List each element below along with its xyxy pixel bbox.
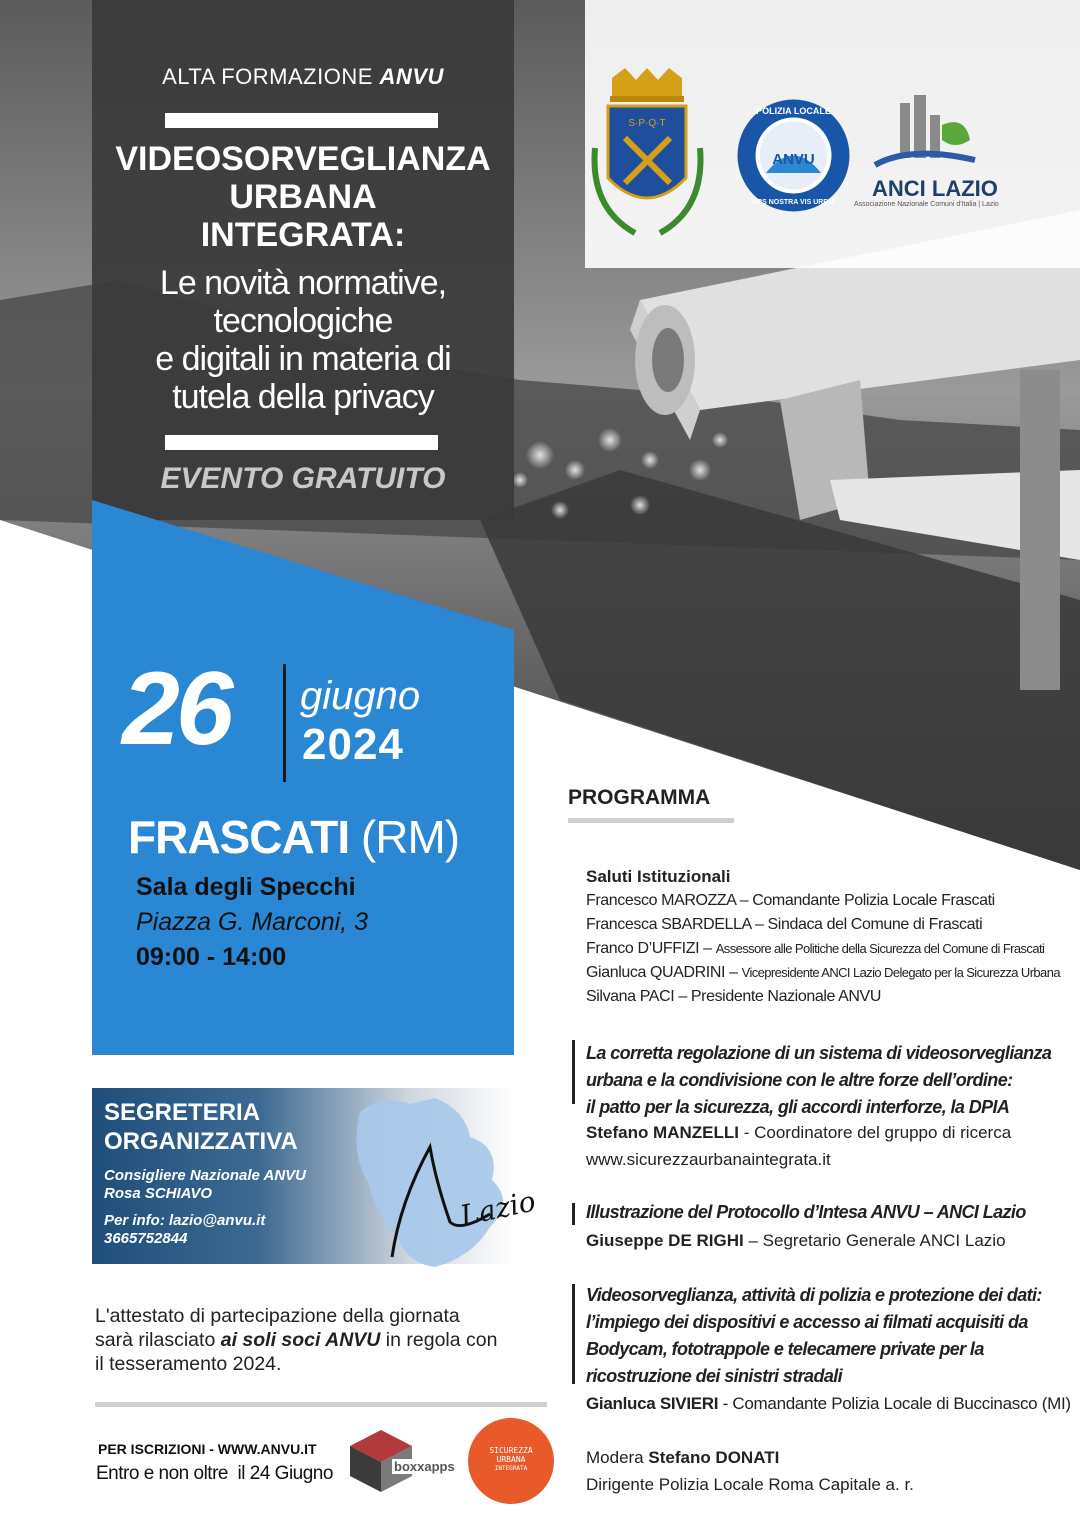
free-event-label: EVENTO GRATUITO — [160, 462, 446, 495]
anci-subtitle: Associazione Nazionale Comuni d'Italia | Lazio — [854, 201, 999, 208]
main-title: VIDEOSORVEGLIANZA URBANA INTEGRATA: — [115, 140, 491, 254]
event-time: 09:00 - 14:00 — [136, 943, 287, 971]
program-heading: PROGRAMMA — [568, 786, 711, 809]
boxxapps-logo: boxxapps — [394, 1459, 455, 1474]
sicurezza-urbana-badge: SICUREZZA URBANA INTEGRATA — [468, 1418, 554, 1504]
talk1-speaker: Stefano MANZELLI - Coordinatore del gruppo di ricerca — [586, 1123, 1012, 1142]
greeting-row: Francesco MAROZZA – Comandante Polizia Locale Frascati — [586, 892, 995, 909]
event-location: FRASCATI (RM) — [128, 811, 460, 863]
event-month: giugno — [300, 674, 421, 718]
lazio-map — [340, 1092, 530, 1272]
svg-text:ANVU: ANVU — [772, 151, 815, 168]
talk1-url[interactable]: www.sicurezzaurbanaintegrata.it — [586, 1150, 831, 1169]
registration-label[interactable]: PER ISCRIZIONI - WWW.ANVU.IT — [98, 1441, 317, 1457]
greetings-title: Saluti Istituzionali — [586, 867, 731, 886]
svg-text:ARS NOSTRA VIS URBIS: ARS NOSTRA VIS URBIS — [752, 199, 835, 206]
greeting-row: Franco D’UFFIZI – Assessore alle Politiche della Sicurezza del Comune di Frascati — [586, 940, 1045, 957]
frascati-crest-logo — [590, 68, 705, 250]
greeting-row: Gianluca QUADRINI – Vicepresidente ANCI Lazio Delegato per la Sicurezza Urbana — [586, 964, 1060, 981]
talk3-title: Videosorveglianza, attività di polizia e protezione dei dati: l’impiego dei dispositivi e accesso ai filmati acquisiti da Bodycam, fototrappole e telecamere private per la ricostruzione dei sinistri stradali — [586, 1285, 1042, 1386]
event-venue: Sala degli Specchi — [136, 873, 356, 901]
registration-deadline: Entro e non oltre il 24 Giugno — [96, 1463, 333, 1484]
event-day: 26 — [122, 651, 230, 767]
talk3-marker — [572, 1284, 575, 1384]
title-divider-top — [165, 113, 438, 128]
title-divider-bottom — [165, 435, 438, 450]
talk2-title: Illustrazione del Protocollo d’Intesa ANVU – ANCI Lazio — [586, 1202, 1026, 1222]
event-year: 2024 — [302, 720, 404, 769]
talk2-speaker: Giuseppe DE RIGHI – Segretario Generale ANCI Lazio — [586, 1231, 1006, 1250]
talk1-title: La corretta regolazione di un sistema di videosorveglianza urbana e la condivisione con le altre forze dell’ordine: il patto per la sicurezza, gli accordi interforze, la DPIA — [586, 1043, 1052, 1117]
anci-title: ANCI LAZIO — [872, 176, 998, 201]
secretariat-info: Per info: lazio@anvu.it 3665752844 — [104, 1212, 266, 1247]
crest-text: S·P·Q·T — [628, 118, 666, 129]
lazio-signature: Lazio — [457, 1184, 539, 1233]
greeting-row: Francesca SBARDELLA – Sindaca del Comune di Frascati — [586, 916, 983, 933]
talk3-speaker: Gianluca SIVIERI - Comandante Polizia Locale di Buccinasco (MI) — [586, 1394, 1071, 1413]
svg-text:POLIZIA LOCALE: POLIZIA LOCALE — [756, 106, 831, 116]
greeting-row: Silvana PACI – Presidente Nazionale ANVU — [586, 988, 881, 1005]
secretariat-contact: Consigliere Nazionale ANVU Rosa SCHIAVO — [104, 1167, 306, 1202]
kicker: ALTA FORMAZIONE ANVU — [162, 64, 444, 89]
secretariat-title: SEGRETERIA ORGANIZZATIVA — [104, 1099, 298, 1155]
talk2-marker — [572, 1203, 575, 1225]
footer-divider — [95, 1402, 547, 1407]
moderator-role: Dirigente Polizia Locale Roma Capitale a. r. — [586, 1475, 914, 1494]
date-separator — [283, 664, 286, 782]
anvu-logo — [736, 98, 851, 213]
program-underline — [568, 818, 734, 823]
moderator: Modera Stefano DONATI — [586, 1448, 780, 1467]
event-address: Piazza G. Marconi, 3 — [136, 908, 369, 936]
subtitle: Le novità normative, tecnologiche e digitali in materia di tutela della privacy — [155, 264, 451, 416]
anci-lazio-logo — [870, 95, 980, 175]
certificate-note: L'attestato di partecipazione della giornata sarà rilasciato ai soli soci ANVU in regola con il tesseramento 2024. — [95, 1305, 498, 1375]
talk1-marker — [572, 1040, 575, 1104]
